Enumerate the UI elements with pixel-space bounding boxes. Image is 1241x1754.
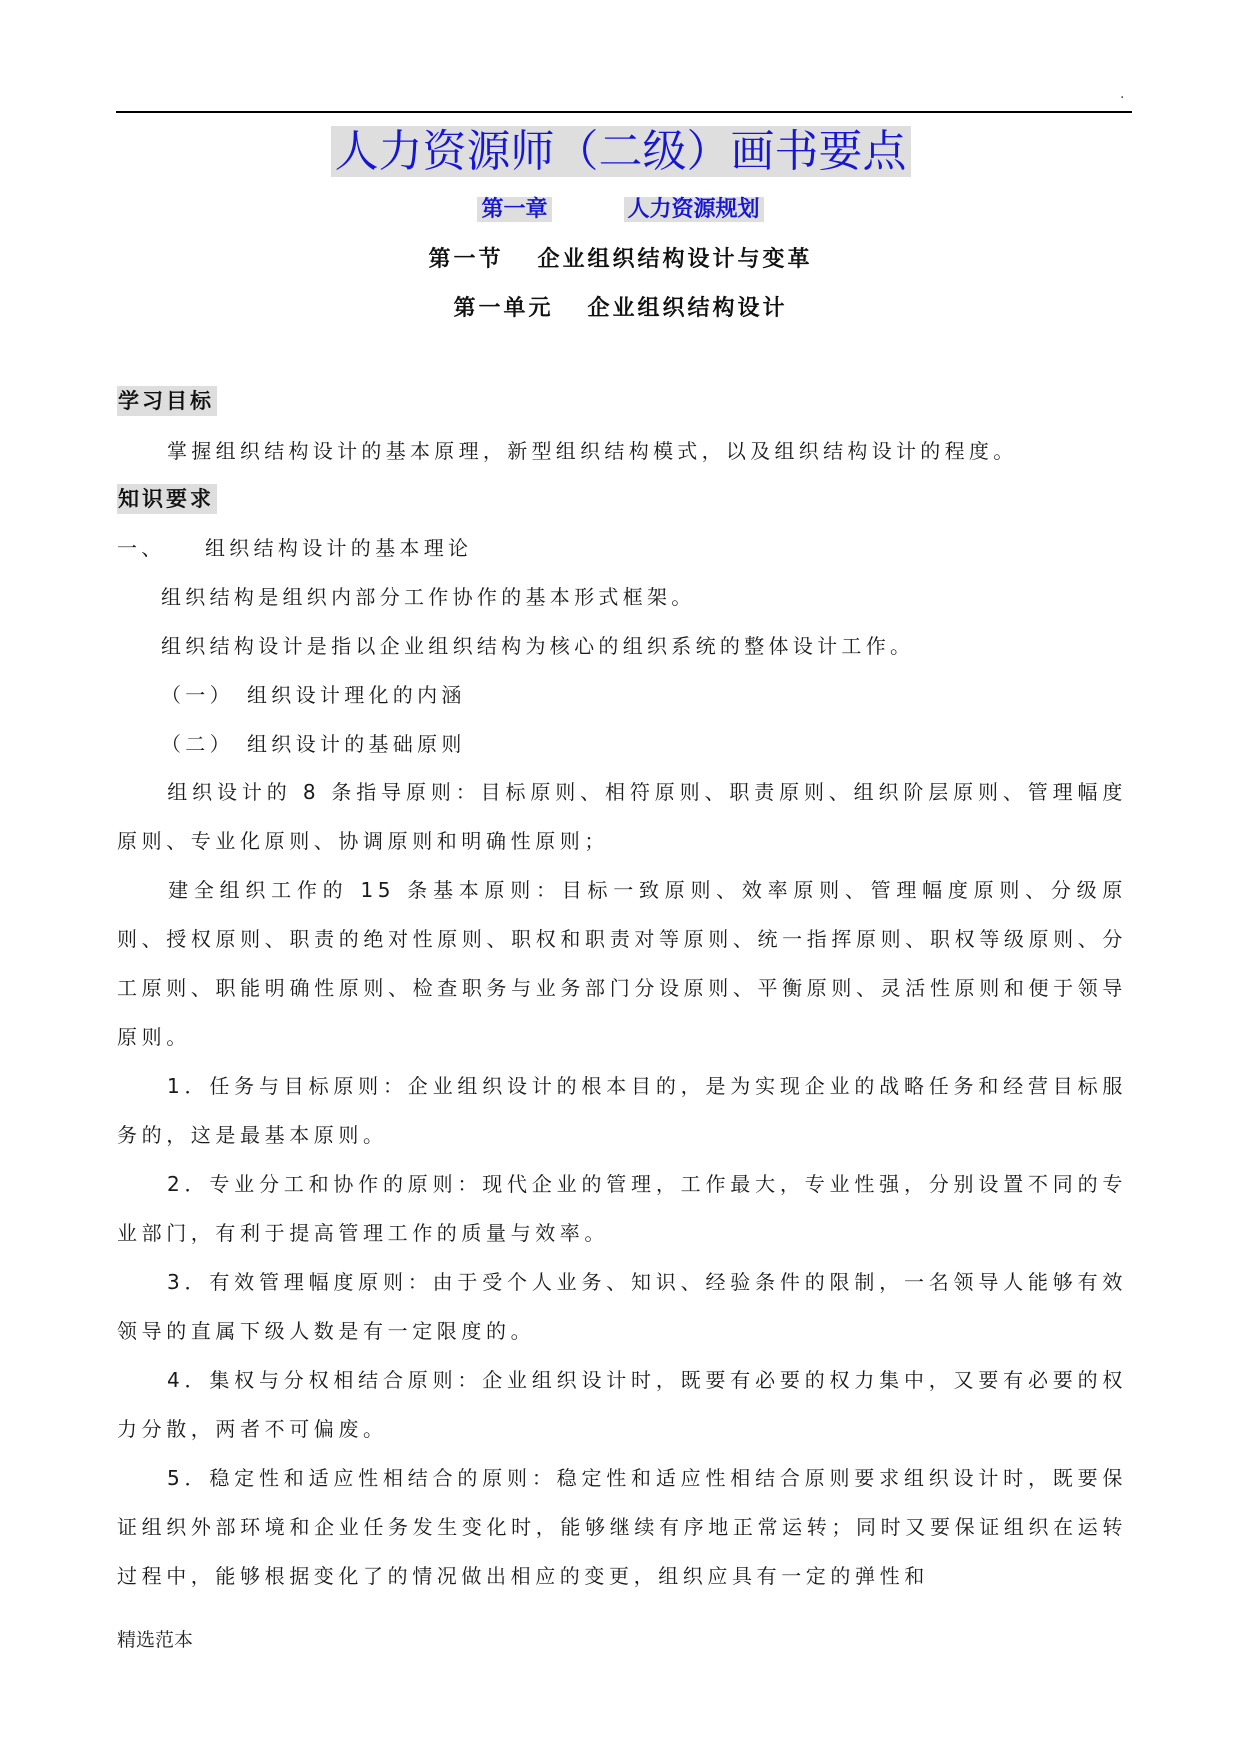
footer-text: 精选范本 — [117, 1629, 194, 1651]
chapter-heading — [0, 194, 1241, 226]
paragraph-eight-principles — [117, 768, 1127, 866]
subsection-2-number: （二） — [161, 732, 234, 756]
paragraph-eight-principles-text: 组织设计的 8 条指导原则：目标原则、相符原则、职责原则、组织阶层原则、管理幅度原则、专业化原则、协调原则和明确性原则； — [117, 780, 1127, 853]
document-title — [0, 124, 1241, 180]
learning-goal-text: 掌握组织结构设计的基本原理，新型组织结构模式，以及组织结构设计的程度。 — [167, 439, 1018, 463]
paragraph-fifteen-principles — [117, 866, 1127, 1062]
principle-4-text: 4．集权与分权相结合原则：企业组织设计时，既要有必要的权力集中，又要有必要的权力分散，两者不可偏废。 — [117, 1368, 1127, 1441]
subsection-1-title: 组织设计理化的内涵 — [247, 683, 466, 707]
principle-3-text: 3．有效管理幅度原则：由于受个人业务、知识、经验条件的限制，一名领导人能够有效领导的直属下级人数是有一定限度的。 — [117, 1270, 1127, 1343]
principle-5-text: 5．稳定性和适应性相结合的原则：稳定性和适应性相结合原则要求组织设计时，既要保证组织外部环境和企业任务发生变化时，能够继续有序地正常运转；同时又要保证组织在运转过程中，能够根据变化了的情况做出相应的变更，组织应具有一定的弹性和 — [117, 1466, 1127, 1588]
part1-number: 一、 — [117, 536, 166, 560]
principle-1 — [117, 1062, 1127, 1160]
definition-1: 组织结构是组织内部分工作协作的基本形式框架。 — [161, 585, 696, 609]
section-name: 企业组织结构设计与变革 — [537, 247, 813, 272]
section-number: 第一节 — [428, 247, 504, 272]
principle-3 — [117, 1258, 1127, 1356]
principle-2 — [117, 1160, 1127, 1258]
unit-number: 第一单元 — [453, 296, 554, 321]
knowledge-heading: 知识要求 — [117, 484, 217, 514]
section-heading — [0, 244, 1241, 276]
subsection-2-title: 组织设计的基础原则 — [247, 732, 466, 756]
principle-1-text: 1．任务与目标原则：企业组织设计的根本目的，是为实现企业的战略任务和经营目标服务的，这是最基本原则。 — [117, 1074, 1127, 1147]
unit-heading — [0, 293, 1241, 325]
definition-2: 组织结构设计是指以企业组织结构为核心的组织系统的整体设计工作。 — [161, 634, 915, 658]
header-dot: . — [1120, 86, 1125, 102]
principle-4 — [117, 1356, 1127, 1454]
document-title-text: 人力资源师（二级）画书要点 — [331, 126, 911, 177]
unit-name: 企业组织结构设计 — [587, 296, 788, 321]
header-rule — [116, 111, 1132, 113]
learning-goal-heading: 学习目标 — [117, 386, 217, 416]
chapter-number: 第一章 — [477, 197, 551, 222]
subsection-1-number: （一） — [161, 683, 234, 707]
chapter-name: 人力资源规划 — [624, 197, 764, 222]
part1-title: 组织结构设计的基本理论 — [205, 536, 473, 560]
principle-5 — [117, 1454, 1127, 1601]
principle-2-text: 2．专业分工和协作的原则：现代企业的管理，工作最大，专业性强，分别设置不同的专业部门，有利于提高管理工作的质量与效率。 — [117, 1172, 1127, 1245]
paragraph-fifteen-principles-text: 建全组织工作的 15 条基本原则：目标一致原则、效率原则、管理幅度原则、分级原则、授权原则、职责的绝对性原则、职权和职责对等原则、统一指挥原则、职权等级原则、分工原则、职能明确性原则、检查职务与业务部门分设原则、平衡原则、灵活性原则和便于领导原则。 — [117, 878, 1127, 1049]
